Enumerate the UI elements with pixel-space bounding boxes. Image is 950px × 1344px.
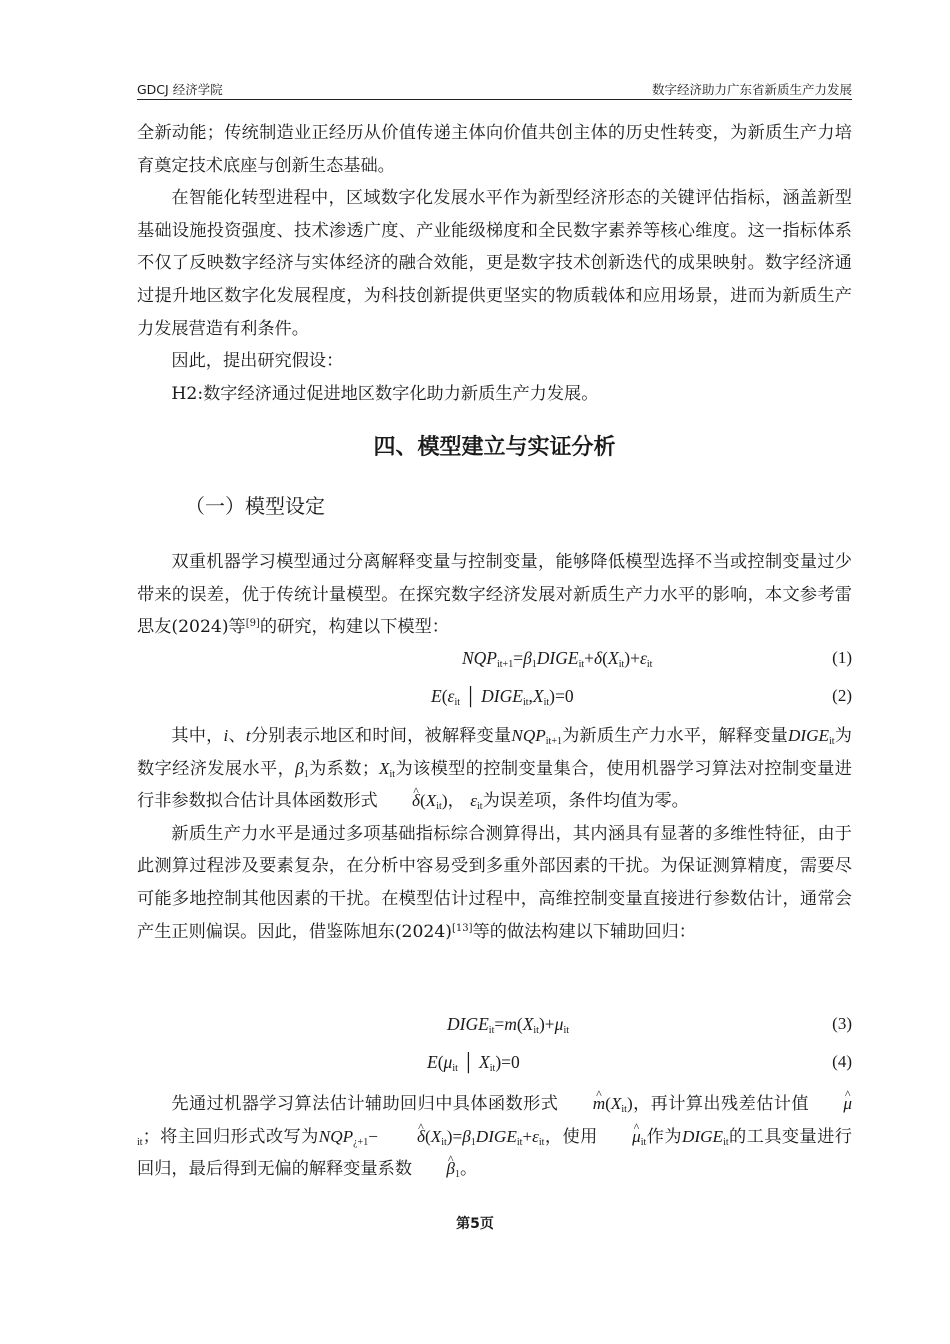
paragraph-estimation <box>137 1088 852 1186</box>
paragraph-variable-definitions <box>137 720 852 948</box>
paragraph-2: 在智能化转型进程中，区域数字化发展水平作为新型经济形态的关键评估指标，涵盖新型基础设施投资强度、技术渗透广度、产业能级梯度和全民数字素养等核心维度。这一指标体系不仅了反映数字经济与实体经济的融合效能，更是数字技术创新迭代的成果映射。数字经济通过提升地区数字化发展程度，为科技创新提供更坚实的物质载体和应用场景，进而为新质生产力发展营造有利条件。 <box>137 188 852 339</box>
page-header <box>137 77 852 100</box>
equation-number-2: (2) <box>832 686 852 705</box>
header-right: 数字经济助力广东省新质生产力发展 <box>651 82 852 97</box>
page-number: 第5页 <box>456 1216 494 1232</box>
paragraph-6: 其中，i、t分别表示地区和时间，被解释变量$NQP_{it+1}$为新质生产力水平，解释变量$DIGE_{it}$为数字经济发展水平，$\beta_1$为系数；$X_{it}$为该模型的控制变量集合，使用机器学习算法对控制变量进行非参数拟合估计具体函数形式^ $\delta(X_{it})$， $\varepsilon_{it}$为误差项，条件均值为零。 <box>137 720 852 818</box>
section-heading: 四、模型建立与实证分析 <box>373 435 616 460</box>
paragraph-1: 全新动能；传统制造业正经历从价值传递主体向价值共创主体的历史性转变，为新质生产力培育奠定技术底座与创新生态基础。 <box>137 123 852 176</box>
paragraph-8: 先通过机器学习算法估计辅助回归中具体函数形式^ $m(X_{it})$，再计算出残差估计值^ $\mu_{it}$；将主回归形式改写为$NQP_{¿+1}-$ ^ $\delta(X_{it})=\beta_1DIGE_{it}+\varepsilon_{it}$，使用^ $\mu_{it}$作为$DIGE_{it}$的工具变量进行回归，最后得到无偏的解释变量系数^ $\beta_1$。 <box>137 1088 852 1186</box>
equation-2: $E(\varepsilon_{it}$ │ $DIGE_{it},X_{it})=0$ (2) <box>431 686 852 708</box>
equation-1: $NQP_{it+1}=\beta_1DIGE_{it}+\delta(X_{it})+\varepsilon_{it}$ (1) <box>462 648 852 670</box>
paragraph-3: 因此，提出研究假设： <box>171 351 344 372</box>
equation-4: $E(\mu_{it}$ │ $X_{it})=0$ (4) <box>427 1052 852 1074</box>
hypothesis-h2: H2:数字经济通过促进地区数字化助力新质生产力发展。 <box>171 383 599 404</box>
equation-3: $DIGE_{it}=m(X_{it})+\mu_{it}$ (3) <box>447 1014 852 1036</box>
subsection-heading: （一）模型设定 <box>185 494 325 518</box>
citation-9[interactable]: [9] <box>245 618 260 630</box>
paragraph-model-intro <box>137 546 852 644</box>
paragraph-7: 新质生产力水平是通过多项基础指标综合测算得出，其内涵具有显著的多维性特征，由于此测算过程涉及要素复杂，在分析中容易受到多重外部因素的干扰。为保证测算精度，需要尽可能多地控制其他因素的干扰。在模型估计过程中，高维控制变量直接进行参数估计，通常会产生正则偏误。因此，借鉴陈旭东(2024)[13]等的做法构建以下辅助回归： <box>137 823 852 942</box>
equation-number-4: (4) <box>832 1052 852 1071</box>
text-block-top <box>137 117 852 410</box>
citation-13[interactable]: [13] <box>451 922 473 934</box>
equation-number-3: (3) <box>832 1014 852 1033</box>
equation-number-1: (1) <box>832 648 852 667</box>
paragraph-5: 双重机器学习模型通过分离解释变量与控制变量，能够降低模型选择不当或控制变量过少带来的误差，优于传统计量模型。在探究数字经济发展对新质生产力水平的影响，本文参考雷思友(2024)等[9]的研究，构建以下模型： <box>137 552 852 638</box>
header-left: GDCJ 经济学院 <box>137 82 223 97</box>
